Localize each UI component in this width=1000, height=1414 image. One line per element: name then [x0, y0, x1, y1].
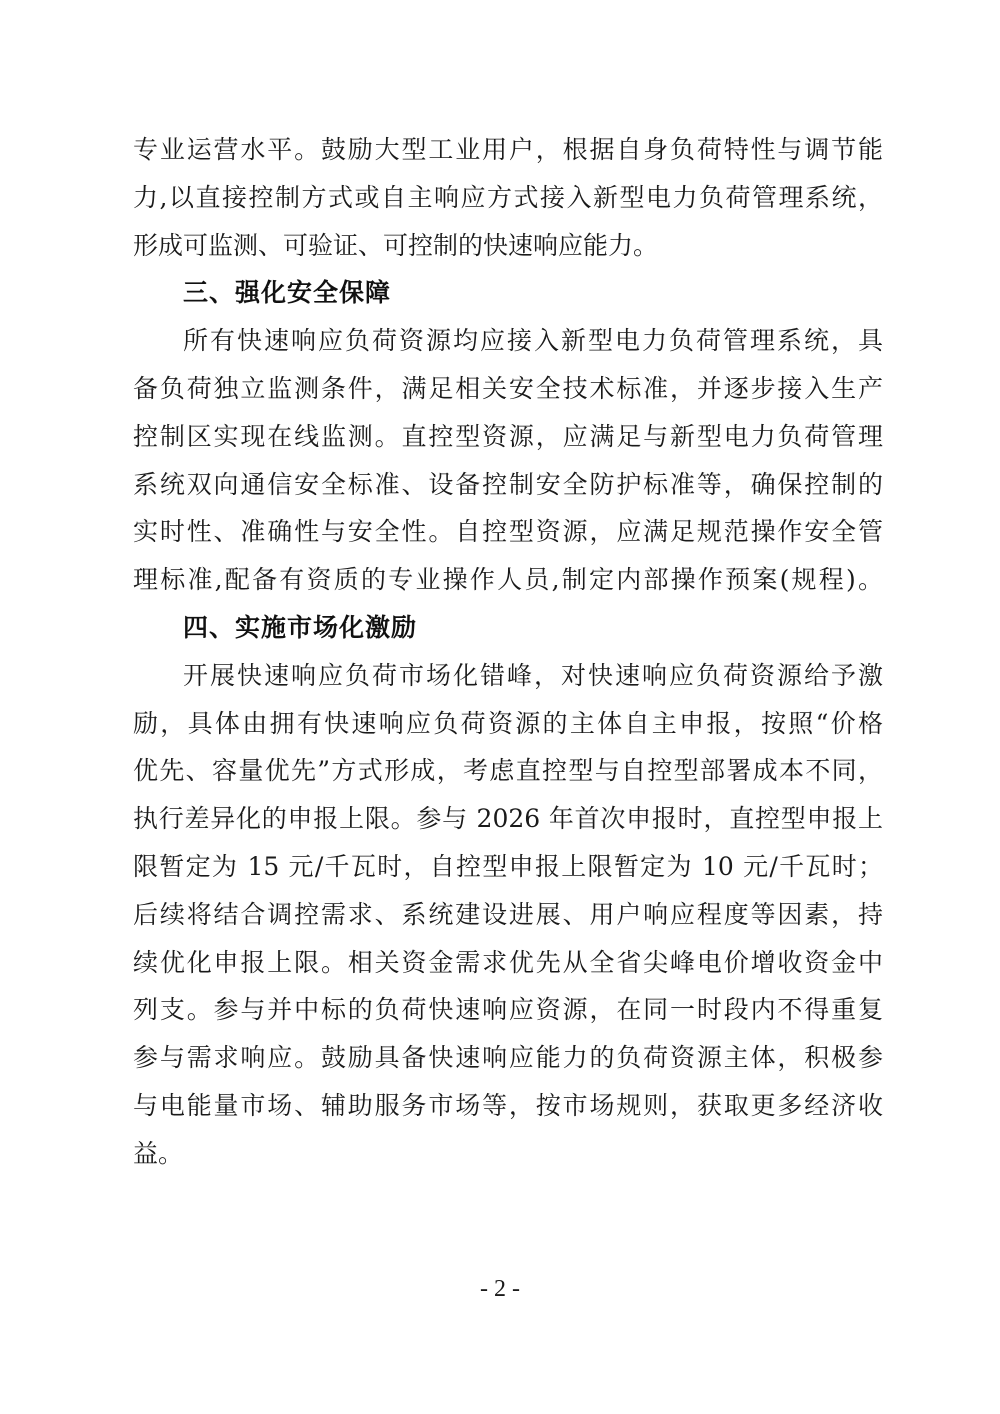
body-line: 实时性、准确性与安全性。自控型资源，应满足规范操作安全管 — [133, 517, 883, 547]
body-line: 所有快速响应负荷资源均应接入新型电力负荷管理系统，具 — [183, 326, 883, 356]
body-line: 系统双向通信安全标准、设备控制安全防护标准等，确保控制的 — [133, 469, 883, 499]
body-line: 后续将结合调控需求、系统建设进展、用户响应程度等因素，持 — [133, 899, 883, 929]
document-body — [133, 126, 883, 1178]
body-line: 形成可监测、可验证、可控制的快速响应能力。 — [133, 230, 659, 260]
body-line: 参与需求响应。鼓励具备快速响应能力的负荷资源主体，积极参 — [133, 1043, 883, 1073]
body-line: 控制区实现在线监测。直控型资源，应满足与新型电力负荷管理 — [133, 421, 883, 451]
body-line: 执行差异化的申报上限。参与 2026 年首次申报时，直控型申报上 — [133, 804, 883, 834]
body-line: 力,以直接控制方式或自主响应方式接入新型电力负荷管理系统， — [133, 182, 883, 212]
body-line: 备负荷独立监测条件，满足相关安全技术标准，并逐步接入生产 — [133, 373, 883, 403]
body-line: 益。 — [133, 1138, 184, 1168]
body-line: 专业运营水平。鼓励大型工业用户，根据自身负荷特性与调节能 — [133, 135, 883, 164]
body-line: 励，具体由拥有快速响应负荷资源的主体自主申报，按照“价格 — [133, 708, 883, 738]
body-line: 限暂定为 15 元/千瓦时，自控型申报上限暂定为 10 元/千瓦时； — [133, 851, 883, 881]
body-line: 与电能量市场、辅助服务市场等，按市场规则，获取更多经济收 — [133, 1090, 883, 1120]
page-number: - 2 - — [480, 1276, 520, 1302]
body-line: 开展快速响应负荷市场化错峰，对快速响应负荷资源给予激 — [183, 660, 883, 690]
body-line: 理标准,配备有资质的专业操作人员,制定内部操作预案(规程)。 — [133, 565, 883, 595]
body-line: 列支。参与并中标的负荷快速响应资源，在同一时段内不得重复 — [133, 995, 883, 1025]
section-heading-3: 三、强化安全保障 — [183, 278, 392, 308]
body-line: 优先、容量优先”方式形成，考虑直控型与自控型部署成本不同， — [133, 756, 883, 786]
body-line: 续优化申报上限。相关资金需求优先从全省尖峰电价增收资金中 — [133, 947, 883, 977]
section-heading-4: 四、实施市场化激励 — [183, 612, 418, 642]
